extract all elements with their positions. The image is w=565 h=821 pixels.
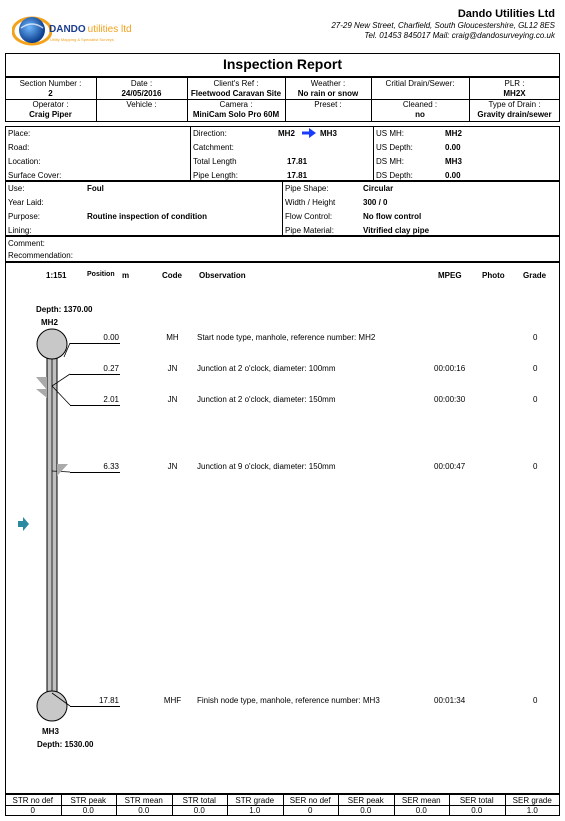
grade-value: 0 (30, 806, 35, 815)
observation-grade: 0 (533, 364, 538, 373)
ds-depth-value: 0.00 (445, 171, 461, 180)
use-value: Foul (87, 184, 104, 193)
flow-control-value: No flow control (363, 212, 422, 221)
header-field-label: Section Number : (19, 79, 82, 88)
road-label: Road: (8, 143, 30, 152)
grade-label: STR mean (124, 796, 163, 805)
company-address: 27-29 New Street, Charfield, South Gloucestershire, GL12 8ES (331, 21, 555, 30)
position-leader-line (70, 405, 120, 406)
header-field-label: Critial Drain/Sewer: (385, 79, 455, 88)
grade-label: STR total (182, 796, 216, 805)
purpose-value: Routine inspection of condition (87, 212, 207, 221)
observation-grade: 0 (533, 333, 538, 342)
header-field-value: MH2X (503, 89, 526, 98)
header-field-label: Operator : (32, 100, 69, 109)
grade-label: SER peak (347, 796, 384, 805)
page-title: Inspection Report (222, 56, 342, 72)
pipe-shape-label: Pipe Shape: (285, 184, 329, 193)
start-node-name: MH2 (41, 318, 58, 327)
end-depth: Depth: 1530.00 (37, 740, 94, 749)
location-label: Location: (8, 157, 41, 166)
grade-value: 1.0 (249, 806, 261, 815)
header-field-label: Date : (130, 79, 153, 88)
grade-value: 0 (308, 806, 313, 815)
observation-text: Start node type, manhole, reference number: MH2 (197, 333, 376, 342)
direction-to: MH3 (320, 129, 337, 138)
mpeg-header: MPEG (438, 271, 462, 280)
observation-grade: 0 (533, 696, 538, 705)
observation-text: Junction at 2 o'clock, diameter: 100mm (197, 364, 336, 373)
grade-value: 0.0 (82, 806, 94, 815)
header-field-label: Camera : (219, 100, 253, 109)
observation-text: Finish node type, manhole, reference number: MH3 (197, 696, 380, 705)
header-field-label: Type of Drain : (488, 100, 541, 109)
grade-value: 0.0 (138, 806, 150, 815)
unit-header: m (122, 271, 130, 280)
total-length-value: 17.81 (287, 157, 308, 166)
observation-grade: 0 (533, 462, 538, 471)
observation-header: Observation (199, 271, 246, 280)
grade-value: 0.0 (415, 806, 427, 815)
header-field-label: Preset : (314, 100, 342, 109)
use-label: Use: (8, 184, 25, 193)
observation-text: Junction at 2 o'clock, diameter: 150mm (197, 395, 336, 404)
company-name: Dando Utilities Ltd (457, 8, 555, 20)
header-field-value: Gravity drain/sewer (477, 110, 552, 119)
direction-label: Direction: (193, 129, 227, 138)
us-depth-value: 0.00 (445, 143, 461, 152)
grade-header: Grade (523, 271, 547, 280)
photo-header: Photo (482, 271, 505, 280)
header-field-value: MiniCam Solo Pro 60M (192, 110, 280, 119)
start-depth: Depth: 1370.00 (36, 305, 93, 314)
scale-label: 1:151 (46, 271, 67, 280)
us-depth-label: US Depth: (376, 143, 413, 152)
logo-suffix: utilities ltd (87, 24, 132, 35)
grade-label: SER mean (401, 796, 441, 805)
position-leader-line (70, 472, 120, 473)
ds-mh-value: MH3 (445, 157, 462, 166)
observation-grade: 0 (533, 395, 538, 404)
comment-label: Comment: (8, 239, 45, 248)
grade-value: 0.0 (193, 806, 205, 815)
logo-tagline: Utility Mapping & Specialist Surveys (50, 37, 114, 42)
position-leader-line (70, 343, 120, 344)
total-length-label: Total Length (193, 157, 237, 166)
lining-label: Lining: (8, 226, 32, 235)
company-contact: Tel. 01453 845017 Mail: craig@dandosurveying.co.uk (364, 31, 555, 40)
observation-position: 17.81 (98, 696, 119, 705)
header-field-label: Client's Ref : (213, 79, 259, 88)
end-node-name: MH3 (42, 727, 59, 736)
header-field-value: No rain or snow (297, 89, 359, 98)
junction-marker (57, 464, 68, 476)
us-mh-value: MH2 (445, 129, 462, 138)
junction-marker (36, 377, 47, 390)
flow-direction-icon (18, 517, 29, 531)
position-leader-line (70, 374, 120, 375)
observation-position: 0.00 (103, 333, 119, 342)
observation-position: 0.27 (103, 364, 119, 373)
direction-from: MH2 (278, 129, 295, 138)
observation-position: 2.01 (103, 395, 119, 404)
observation-code: MH (166, 333, 179, 342)
logo-name: DANDO (49, 24, 86, 35)
grade-label: STR no def (12, 796, 53, 805)
observation-code: JN (167, 364, 178, 373)
observation-mpeg: 00:00:30 (434, 395, 466, 404)
observation-code: MHF (163, 696, 182, 705)
grade-value: 1.0 (526, 806, 538, 815)
us-mh-label: US MH: (376, 129, 404, 138)
width-height-label: Width / Height (285, 198, 336, 207)
position-leader-line (70, 706, 120, 707)
catchment-label: Catchment: (193, 143, 234, 152)
end-manhole (37, 691, 67, 721)
header-field-value: Fleetwood Caravan Site (190, 89, 282, 98)
purpose-label: Purpose: (8, 212, 41, 221)
flow-control-label: Flow Control: (285, 212, 333, 221)
header-field-label: PLR : (504, 79, 525, 88)
observation-position: 6.33 (103, 462, 119, 471)
observation-mpeg: 00:01:34 (434, 696, 466, 705)
header-field-value: no (415, 110, 425, 119)
grade-value: 0.0 (471, 806, 483, 815)
observation-mpeg: 00:00:16 (434, 364, 466, 373)
pipe-length-label: Pipe Length: (193, 171, 238, 180)
surface-cover-label: Surface Cover: (8, 171, 62, 180)
grade-label: SER total (459, 796, 494, 805)
pipe-material-value: Vitrified clay pipe (363, 226, 430, 235)
pipe-shape-value: Circular (363, 184, 394, 193)
header-field-label: Weather : (310, 79, 346, 88)
year-laid-label: Year Laid: (8, 198, 44, 207)
ds-mh-label: DS MH: (376, 157, 404, 166)
start-manhole (37, 329, 67, 359)
junction-marker (36, 389, 47, 398)
header-field-value: Craig Piper (29, 110, 72, 119)
header-field-value: 2 (48, 89, 53, 98)
ds-depth-label: DS Depth: (376, 171, 413, 180)
header-field-label: Cleaned : (402, 100, 438, 109)
grade-label: SER no def (289, 796, 331, 805)
pipe-length-value: 17.81 (287, 171, 308, 180)
width-height-value: 300 / 0 (363, 198, 388, 207)
header-field-label: Vehicle : (126, 100, 157, 109)
grade-label: STR grade (235, 796, 275, 805)
code-header: Code (162, 271, 182, 280)
position-header: Position (87, 271, 115, 278)
observation-code: JN (167, 395, 178, 404)
grade-value: 0.0 (360, 806, 372, 815)
observation-code: JN (167, 462, 178, 471)
observation-text: Junction at 9 o'clock, diameter: 150mm (197, 462, 336, 471)
grade-label: STR peak (70, 796, 107, 805)
place-label: Place: (8, 129, 31, 138)
recommendation-label: Recommendation: (8, 251, 73, 260)
pipe-material-label: Pipe Material: (285, 226, 334, 235)
grade-label: SER grade (512, 796, 552, 805)
observation-mpeg: 00:00:47 (434, 462, 466, 471)
header-field-value: 24/05/2016 (121, 89, 162, 98)
